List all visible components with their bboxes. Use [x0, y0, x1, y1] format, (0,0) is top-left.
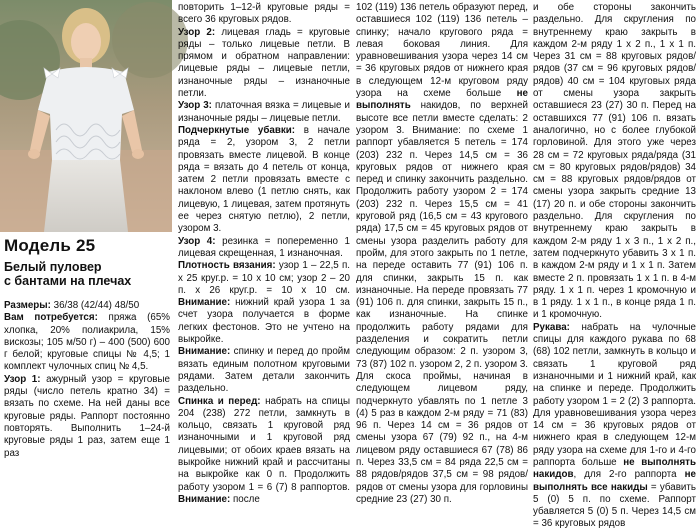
- model-photo: [0, 0, 172, 232]
- text-column-4: [533, 2, 696, 530]
- paragraph: Размеры: 36/38 (42/44) 48/50: [4, 300, 140, 311]
- paragraph: Узор 4: резинка = попеременно 1 лицевая скрещенная, 1 изнаночная.: [178, 235, 351, 259]
- paragraph: Плотность вязания: узор 1 – 22,5 п. x 25 круг.р. = 10 x 10 см; узор 2 – 20 п. x 26 круг.р. = 10 x 10 см. Внимание: нижний край узора 1 за счет узора получается в форме легких фестонов. Это не учтено на выкройке.: [178, 260, 351, 346]
- paragraph: Узор 3: платочная вязка = лицевые и изнаночные ряды – лицевые петли.: [178, 100, 350, 124]
- text-column-1: [4, 300, 170, 459]
- text-column-3: [356, 2, 528, 505]
- paragraph: 102 (119) 136 петель образуют перед, оставшиеся 102 (119) 136 петель – спинку; начало кругового ряда = левая боковая линия. Для уравновешивания узора через 14 см = 36 круговых рядов от нижнего края в следующем 12-м круговом ряду узора на схеме больше не выполнять накидов, по верхней высоте все петли вместе сделать: 2 узором 3. Внимание: по схеме 1 раппорт убавляется 5 петель = 174 (203) 232 п. Через 14,5 см = 36 круговых рядов от нижнего края перед и спинку закончить раздельно. Продолжить работу узором 2 = 174 (203) 232 п. Через 15,5 см = 41 круговой ряд (16,5 см = 43 кругового ряда) 17,5 см = 45 круговых рядов от смены узора разделить работу для пройм, для этого закрыть по 1 петле, на переде оставить 77 (91) 106 п. для спинки, закрыть 15 п. как изнаночные. На переде провязать 77 (91) 106 п. для спинки, закрыть 15 п., как изнаночные. На спинке продолжить работу рядами для разделения и сократить петли следующим образом: 2 п. узором 3, 73 (87) 102 п. узором 2, 2 п. узором 3. Для скоса проймы, начиная в следующем лицевом ряду, подчеркнуто убавлять по 1 петле 3 (4) 5 раз в каждом 2-м ряду = 71 (83) 96 п. Через 14 см = 36 рядов от смены узора 67 (79) 92 п., на 4-м лицевом ряду оставшиеся 67 (78) 86 п. Через 33,5 см = 84 ряда 22,5 см = 88 рядов/рядов 37,5 см = 98 рядов/рядов от смены узора для горловины средние 23 (27) 30 п.: [356, 2, 528, 505]
- paragraph: Рукава: набрать на чулочные спицы для каждого рукава по 68 (68) 102 петли, замкнуть в кольцо и связать 1 круговой ряд изнаночными и 1 нижний край, как на спинке и переде. Продолжить работу узором 1 = 2 (2) 3 раппорта. Для уравновешивания узора через 14 см = 36 круговых рядов от нижнего края в следующем 12-м ряду узора на схеме для 1-го и 4-го раппорта больше не выполнять накидов, для 2-го раппорта не выполнять все накиды = убавить 5 (0) 5 п. по схеме. Раппорт убавляется 5 (0) 5 п. Через 14,5 см = 36 круговых рядов: [533, 321, 696, 530]
- paragraph: Подчеркнутые убавки: в начале ряда = 2, узором 3, 2 петли провязать вместе лицевой. В конце ряда = вязать до 4 петель от конца, затем 2 петли провязать вместе с наклоном влево (1 петлю снять, как лицевую, 1 лицевая, затем протянуть ее через снятую петлю), 2 петли, узором 3.: [178, 124, 350, 235]
- paragraph: Вам потребуется: пряжа (65% хлопка, 20% полиакрила, 15% вискозы; 105 м/50 г) – 400 (500) 600 г белой; круговые спицы № 4,5; 1 комплект чулочных спиц № 4,5.: [4, 312, 170, 373]
- paragraph: Узор 1: ажурный узор = круговые ряды (число петель кратно 34) = вязать по схеме. На ней даны все круговые ряды. Раппорт постоянно повторять. Выполнить 1–24-й круговые ряды 1 раз, затем еще 1 раз: [4, 373, 170, 459]
- text-column-2: [178, 2, 351, 505]
- paragraph: Внимание: спинку и перед до пройм вязать единым полотном круговыми рядами. Затем детали закончить раздельно.: [178, 346, 350, 395]
- paragraph: Узор 2: лицевая гладь = круговые ряды – только лицевые петли. В прямом и обратном направлении: лицевые ряды – лицевые петли, изнаночные ряды – изнаночные петли.: [178, 26, 351, 100]
- model-photo-image: [0, 0, 172, 232]
- model-title: Модель 25: [4, 236, 96, 255]
- paragraph: Спинка и перед: набрать на спицы 204 (238) 272 петли, замкнуть в кольцо, связать 1 круговой ряд изнаночными и 1 круговой ряд лицевыми; от обоих краев вязать на выкройке нижний край и рассчитаны на выкройке как 0 п. Продолжить работу узором 1 = 6 (7) 8 раппортов. Внимание: после: [178, 395, 350, 505]
- paragraph: повторить 1–12-й круговые ряды = всего 36 круговых рядов.: [178, 2, 350, 26]
- model-subtitle: Белый пуловер с бантами на плечах: [4, 260, 132, 288]
- paragraph: и обе стороны закончить раздельно. Для скругления по внутреннему краю закрыть в каждом 2-м ряду 1 x 2 п., 1 x 1 п. Через 31 см = 88 круговых рядов/рядов (37 см = 96 круговых рядов/рядов) 40 см = 104 круговых ряда от смены узора закрыть оставшиеся 23 (27) 30 п. Перед на оставшихся 77 (91) 106 п. вязать аналогично, но с более глубокой горловиной. Для этого уже через 28 см = 72 круговых ряда/ряда (31 см = 80 круговых рядов/рядов) 34 см = 88 круговых рядов/рядов от смены узора закрыть средние 13 (17) 20 п. и обе стороны закончить раздельно. Для скругления по внутреннему краю закрыть в каждом 2-м ряду 1 x 3 п., 1 x 2 п., затем подчеркнуто убавить 3 x 1 п. в каждом 2-м ряду и 1 x 1 п. Затем вместе 2 п. провязать 1 x 1 п. в 4-м ряду. 1 x 1 п. через 1 кромочную и в 1 ряду. 1 x 1 п., в конце ряда 1 п. и 1 кромочную.: [533, 2, 696, 321]
- model-heading: [4, 236, 174, 288]
